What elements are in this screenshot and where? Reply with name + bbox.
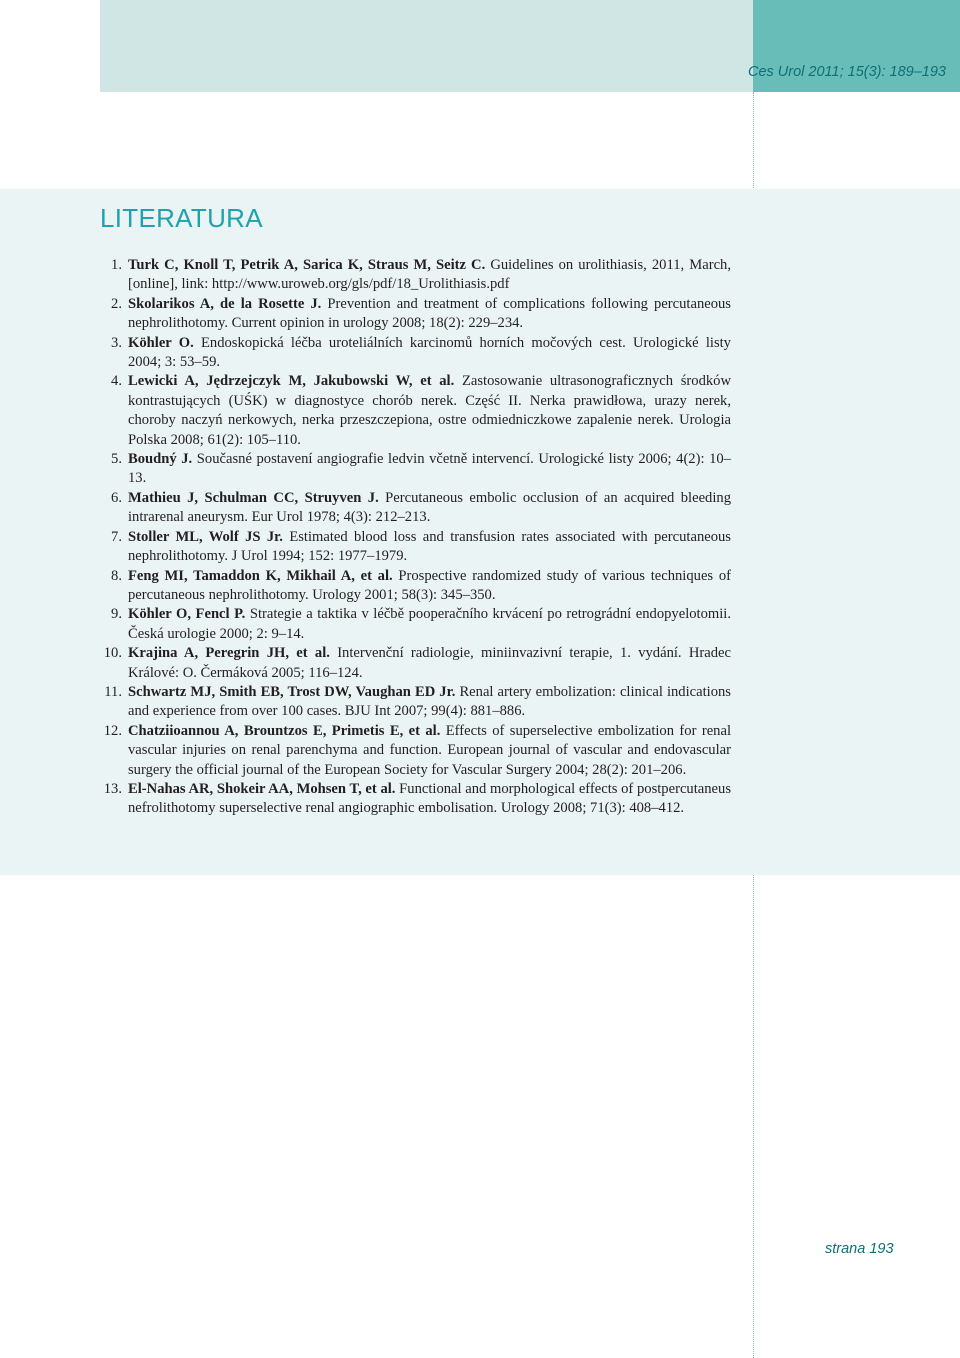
reference-authors: Skolarikos A, de la Rosette J.: [128, 295, 322, 312]
reference-text: Strategie a taktika v léčbě pooperačního krvácení po retrográdní endopyelotomii. Česká urologie 2000; 2: 9–14.: [128, 606, 732, 642]
reference-authors: Feng MI, Tamaddon K, Mikhail A, et al.: [128, 567, 393, 584]
reference-text: Prevention and treatment of complications following percutaneous nephrolithotomy. Current opinion in urology 2008; 18(2): 229–234.: [128, 295, 731, 332]
reference-authors: Boudný J.: [128, 451, 193, 468]
reference-item: [100, 295, 731, 334]
reference-item: [100, 450, 731, 489]
reference-authors: Mathieu J, Schulman CC, Struyven J.: [128, 489, 379, 506]
reference-text: Zastosowanie ultrasonograficznych środków kontrastujących (UŚK) w diagnostyce chorób nerek. Część II. Nerka prawidłowa, urazy nerek, choroby naczyń nerkowych, nerka przeszczepiona, ostre odmiedniczkowe zapalenie nerek. Urologia Polska 2008; 61(2): 105–110.: [128, 373, 732, 448]
reference-text: Functional and morphological effects of postpercutaneus nefrolithotomy superselective renal angiographic embolisation. Urology 2008; 71(3): 408–412.: [128, 780, 731, 817]
reference-authors: Köhler O.: [128, 334, 194, 351]
reference-text: Intervenční radiologie, miniinvazivní terapie, 1. vydání. Hradec Králové: O. Čermáková 2005; 116–124.: [128, 645, 731, 681]
reference-text: Současné postavení angiografie ledvin včetně intervencí. Urologické listy 2006; 4(2): 10–13.: [128, 451, 731, 487]
reference-text: Effects of superselective embolization for renal vascular injuries on renal parenchyma and function. European journal of vascular and endovascular surgery the official journal of the European Society for Vascular Surgery 2004; 28(2): 201–206.: [128, 722, 731, 778]
reference-number: 13.: [103, 780, 122, 797]
reference-authors: Krajina A, Peregrin JH, et al.: [128, 645, 330, 662]
reference-authors: Chatziioannou A, Brountzos E, Primetis E, et al.: [128, 722, 441, 739]
reference-item: [100, 605, 731, 644]
reference-item: [100, 334, 731, 373]
reference-authors: Köhler O, Fencl P.: [128, 606, 246, 623]
reference-number: 9.: [111, 606, 122, 623]
reference-text: Prospective randomized study of various techniques of percutaneous nephrolithotomy. Urology 2001; 58(3): 345–350.: [128, 567, 731, 603]
reference-text: Guidelines on urolithiasis, 2011, March, [online], link: http://www.uroweb.org/gls/pdf/18_Urolithiasis.pdf: [128, 257, 731, 293]
reference-number: 12.: [103, 722, 122, 739]
reference-item: [100, 567, 731, 606]
reference-item: [100, 256, 731, 295]
reference-number: 5.: [111, 451, 122, 468]
reference-text: Endoskopická léčba uroteliálních karcinomů horních močových cest. Urologické listy 2004; 3: 53–59.: [128, 334, 731, 371]
reference-authors: El-Nahas AR, Shokeir AA, Mohsen T, et al.: [128, 780, 396, 797]
reference-number: 2.: [111, 295, 122, 312]
reference-item: [100, 372, 731, 450]
reference-number: 10.: [103, 645, 122, 662]
reference-number: 4.: [111, 373, 122, 390]
reference-text: Estimated blood loss and transfusion rates associated with percutaneous nephrolithotomy. J Urol 1994; 152: 1977–1979.: [128, 528, 731, 565]
reference-number: 1.: [111, 257, 122, 273]
reference-item: [100, 528, 731, 567]
reference-text: Renal artery embolization: clinical indications and experience from over 100 cases. BJU Int 2007; 99(4): 881–886.: [128, 683, 731, 720]
reference-list: [100, 256, 731, 819]
reference-authors: Stoller ML, Wolf JS Jr.: [128, 528, 283, 545]
journal-citation: Ces Urol 2011; 15(3): 189–193: [747, 64, 946, 80]
reference-text: Percutaneous embolic occlusion of an acquired bleeding intrarenal aneurysm. Eur Urol 1978; 4(3): 212–213.: [128, 489, 731, 526]
reference-number: 11.: [104, 683, 122, 700]
page-number: strana 193: [825, 1241, 894, 1257]
reference-item: [100, 644, 731, 683]
reference-number: 6.: [111, 489, 122, 506]
reference-item: [100, 780, 731, 819]
reference-item: [100, 722, 731, 780]
reference-authors: Lewicki A, Jędrzejczyk M, Jakubowski W, et al.: [128, 373, 455, 390]
reference-number: 7.: [111, 528, 122, 545]
reference-authors: Schwartz MJ, Smith EB, Trost DW, Vaughan ED Jr.: [128, 683, 456, 700]
reference-authors: Turk C, Knoll T, Petrik A, Sarica K, Straus M, Seitz C.: [128, 257, 486, 273]
header-band: [100, 0, 753, 92]
reference-item: [100, 489, 731, 528]
reference-number: 8.: [111, 567, 122, 584]
reference-number: 3.: [111, 334, 122, 351]
reference-item: [100, 683, 731, 722]
section-title: LITERATURA: [100, 203, 263, 233]
